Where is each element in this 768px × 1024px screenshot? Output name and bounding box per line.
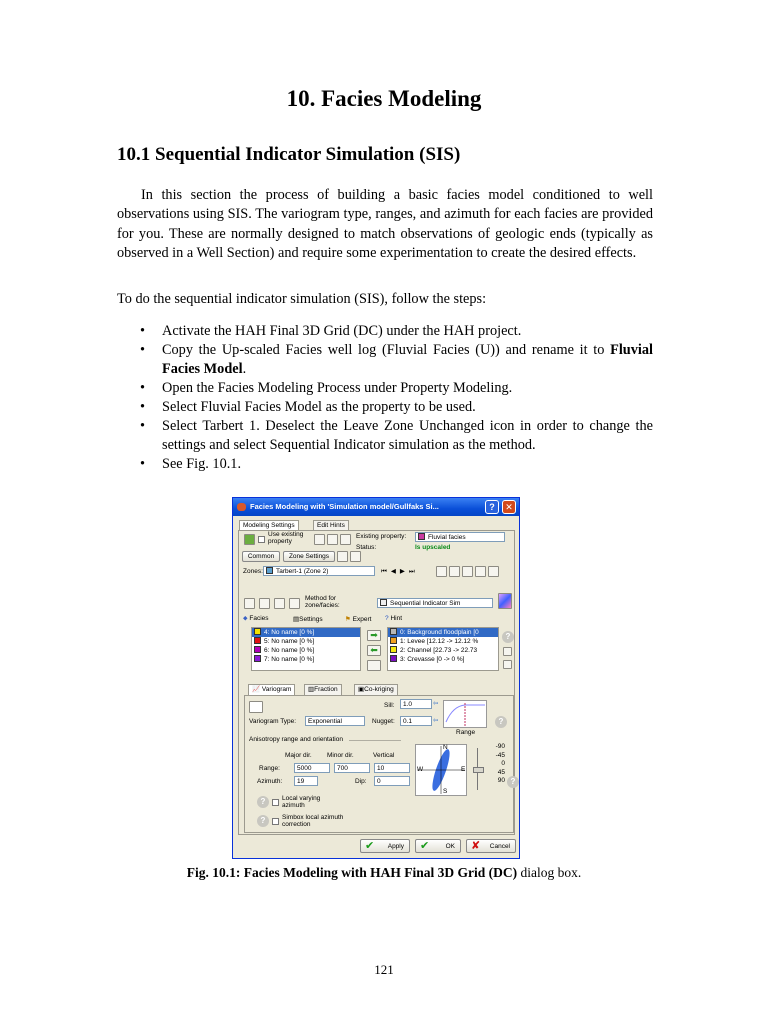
list-item[interactable] <box>388 628 498 637</box>
steps-intro: To do the sequential indicator simulation (SIS), follow the steps: <box>117 291 487 307</box>
list-item-label: 4: No name [0 %] <box>264 629 315 636</box>
cancel-button[interactable] <box>466 839 516 853</box>
settings-icon[interactable] <box>340 534 351 545</box>
list-item[interactable] <box>252 655 360 664</box>
list-item-label: 6: No name [0 %] <box>264 647 315 654</box>
help-button[interactable]: ? <box>485 500 499 514</box>
nugget-label: Nugget: <box>372 718 395 725</box>
step-bold-text: Fluvial Facies Model <box>162 342 653 377</box>
tab-facies-label: Facies <box>249 615 269 622</box>
list-item <box>140 379 653 398</box>
list-item[interactable] <box>388 637 498 646</box>
variogram-icon: 📈 <box>252 686 261 693</box>
facies-color-icon <box>418 533 425 540</box>
tab-hint-label: Hint <box>390 615 402 622</box>
tab-cokriging-label: Co-kriging <box>364 686 394 693</box>
cancel-x-icon: ✘ <box>471 840 481 852</box>
zone-color-icon <box>266 567 273 574</box>
facies-color-swatch <box>390 637 397 644</box>
add-icon[interactable] <box>503 647 512 656</box>
step-text: See Fig. 10.1. <box>162 456 242 472</box>
method-value: Sequential Indicator Sim <box>390 600 461 607</box>
vertical-label: Vertical <box>373 752 395 759</box>
help-icon[interactable]: ? <box>502 631 514 643</box>
method-preview-icon <box>498 593 512 609</box>
histogram-icon[interactable] <box>327 534 338 545</box>
cancel-label: Cancel <box>489 843 510 850</box>
check-icon: ✔ <box>365 840 375 852</box>
chapter-title: 10. Facies Modeling <box>286 86 482 111</box>
close-button[interactable]: ✕ <box>502 500 516 514</box>
list-item-label: 7: No name [0 %] <box>264 656 315 663</box>
tab-fraction-label: Fraction <box>314 686 338 693</box>
status-label: Status: <box>356 544 377 551</box>
sill-label: Sill: <box>384 702 395 709</box>
list-item[interactable] <box>388 655 498 664</box>
dip-label: Dip: <box>355 778 367 785</box>
status-value: Is upscaled <box>415 544 451 551</box>
facies-right-list[interactable] <box>387 627 499 671</box>
facies-color-swatch <box>254 655 261 662</box>
fraction-icon: ▥ <box>308 686 315 693</box>
method-grid-icon <box>380 599 387 606</box>
variogram-preview <box>443 700 487 728</box>
tab-hint[interactable] <box>385 615 402 622</box>
local-azimuth-checkbox[interactable] <box>272 799 279 806</box>
apply-button[interactable] <box>360 839 410 853</box>
dialog-title: Facies Modeling with 'Simulation model/Gullfaks Si... <box>250 502 439 511</box>
sill-pick-icon[interactable]: ⇦ <box>433 700 439 707</box>
list-item[interactable] <box>252 646 360 655</box>
compass-north: N <box>443 744 448 751</box>
range-vertical-input[interactable]: 10 <box>374 763 410 773</box>
dip-scale <box>489 743 505 786</box>
grid-icon[interactable] <box>244 534 255 545</box>
facies-color-swatch <box>390 655 397 662</box>
range-minor-input[interactable]: 700 <box>334 763 370 773</box>
facies-color-swatch <box>254 637 261 644</box>
tab-expert-label: Expert <box>352 616 372 623</box>
checkmark-icon[interactable] <box>259 598 270 609</box>
list-item <box>140 455 653 474</box>
list-item-label: 2: Channel [22.73 -> 22.73 <box>400 647 478 654</box>
azimuth-label: Azimuth: <box>257 778 283 785</box>
app-icon <box>237 503 246 511</box>
zones-select[interactable] <box>263 566 375 576</box>
list-item[interactable] <box>252 637 360 646</box>
list-item[interactable] <box>388 646 498 655</box>
tab-variogram[interactable] <box>248 684 295 695</box>
section-title: 10.1 Sequential Indicator Simulation (SIS) <box>117 144 461 165</box>
variogram-panel <box>244 695 514 833</box>
tab-settings-label: Settings <box>299 616 323 623</box>
new-variogram-icon[interactable] <box>249 701 263 713</box>
tab-modeling-settings[interactable]: Modeling Settings <box>239 520 299 530</box>
figure-caption <box>0 865 768 881</box>
major-dir-label: Major dir. <box>285 752 312 759</box>
tab-facies[interactable] <box>243 615 269 623</box>
move-left-icon[interactable]: ⬅ <box>367 645 381 656</box>
caption-rest: dialog box. <box>517 865 582 880</box>
step-text: Select Tarbert 1. Deselect the Leave Zone Unchanged icon in order to change the settings and select Sequential Indicator simulation as the method. <box>162 418 653 453</box>
property-icon[interactable] <box>314 534 325 545</box>
zones-label: Zones: <box>243 568 263 575</box>
anisotropy-label: Anisotropy range and orientation <box>249 736 343 743</box>
zone-settings-button[interactable]: Zone Settings <box>283 551 335 562</box>
dip-scale-tick: 0 <box>501 760 505 767</box>
dip-scale-tick: -90 <box>495 743 505 750</box>
existing-property-label: Existing property: <box>356 533 407 540</box>
list-item <box>140 417 653 455</box>
compass-west: W <box>417 766 424 773</box>
settings-tab-icon: ▤ <box>293 616 300 623</box>
ok-label: OK <box>445 843 455 850</box>
dip-slider-thumb[interactable] <box>473 767 484 773</box>
facies-color-swatch <box>390 628 397 635</box>
zones-value: Tarbert-1 (Zone 2) <box>276 568 329 575</box>
tab-edit-hints[interactable]: Edit Hints <box>313 520 349 530</box>
zone-grid-icon[interactable] <box>337 551 348 562</box>
facies-icon: ⬥ <box>243 615 248 622</box>
simbox-label: Simbox local azimuth correction <box>282 814 344 828</box>
list-item <box>140 398 653 417</box>
variogram-type-label: Variogram Type: <box>249 718 297 725</box>
step-text: Activate the HAH Final 3D Grid (DC) under the HAH project. <box>162 323 522 339</box>
existing-property-select[interactable] <box>415 532 505 542</box>
use-existing-label: Use existing property <box>268 531 304 545</box>
delete-icon[interactable] <box>503 660 512 669</box>
hint-icon: ? <box>385 615 389 622</box>
range-label: Range: <box>259 765 280 772</box>
paste-icon[interactable] <box>449 566 460 577</box>
step-text: Open the Facies Modeling Process under Property Modeling. <box>162 380 513 396</box>
cokriging-icon: ▣ <box>358 686 365 693</box>
list-item[interactable] <box>252 628 360 637</box>
leave-zone-unchanged-icon[interactable] <box>244 598 255 609</box>
minor-dir-label: Minor dir. <box>327 752 354 759</box>
move-right-icon[interactable]: ➡ <box>367 630 381 641</box>
local-azimuth-help-icon[interactable]: ? <box>257 796 269 808</box>
tab-settings[interactable] <box>293 615 323 623</box>
azimuth-input[interactable]: 19 <box>294 776 318 786</box>
variogram-type-select[interactable]: Exponential <box>305 716 365 726</box>
simbox-help-icon[interactable]: ? <box>257 815 269 827</box>
dip-scale-tick: -45 <box>495 751 505 759</box>
facies-color-swatch <box>254 628 261 635</box>
method-select[interactable] <box>377 598 493 608</box>
dip-scale-tick: 45 <box>497 768 505 776</box>
dip-scale-tick: 90 <box>497 777 505 784</box>
method-label: Method for zone/facies: <box>305 595 340 609</box>
tab-variogram-label: Variogram <box>261 686 292 693</box>
list-item <box>140 322 653 341</box>
steps-list <box>140 322 653 474</box>
simbox-checkbox[interactable] <box>272 818 279 825</box>
compass-south: S <box>443 788 448 795</box>
list-item-label: 5: No name [0 %] <box>264 638 315 645</box>
caption-bold: Fig. 10.1: Facies Modeling with HAH Final 3D Grid (DC) <box>186 865 518 880</box>
edit-list-icon[interactable] <box>367 660 381 671</box>
facies-color-swatch <box>254 646 261 653</box>
facies-modeling-dialog <box>232 497 520 859</box>
sill-input[interactable]: 1.0 <box>400 699 432 709</box>
page-number: 121 <box>374 962 394 977</box>
dip-input[interactable]: 0 <box>374 776 410 786</box>
step-text: Select Fluvial Facies Model as the property to be used. <box>162 399 476 415</box>
compass-east: E <box>461 766 466 773</box>
copy-all-icon[interactable] <box>462 566 473 577</box>
list-item <box>140 341 653 379</box>
check-icon: ✔ <box>420 840 430 852</box>
range-major-input[interactable]: 5000 <box>294 763 330 773</box>
ok-button[interactable] <box>415 839 461 853</box>
existing-property-value: Fluvial facies <box>428 534 466 541</box>
step-text: . <box>242 361 247 377</box>
common-button[interactable]: Common <box>242 551 280 562</box>
main-panel <box>238 530 515 835</box>
intro-paragraph: In this section the process of building a basic facies model conditioned to well observations using SIS. The variogram type, ranges, and azimuth for each facies are provided for you. These are normally designed to match observations of geologic ends (typically as observed in a Well Section) and require some experimentation to create the desired effects. <box>117 187 653 261</box>
paste-all-icon[interactable] <box>475 566 486 577</box>
list-item-label: 3: Crevasse [0 -> 0 %] <box>400 656 465 663</box>
apply-label: Apply <box>387 843 404 850</box>
clipboard-icon[interactable] <box>488 566 499 577</box>
anisotropy-divider <box>349 740 401 741</box>
step-text: Copy the Up-scaled Facies well log (Fluvial Facies (U)) and rename it to <box>162 342 611 358</box>
variogram-help-icon[interactable]: ? <box>495 716 507 728</box>
tab-cokriging[interactable] <box>354 684 398 695</box>
nugget-pick-icon[interactable]: ⇦ <box>433 717 439 724</box>
checkmark-alt-icon[interactable] <box>274 598 285 609</box>
expert-icon: ⚑ <box>345 616 351 623</box>
use-existing-checkbox[interactable] <box>258 536 265 543</box>
local-azimuth-label: Local varying azimuth <box>282 795 321 809</box>
list-item-label: 1: Levee [12.12 -> 12.12 % <box>400 638 479 645</box>
anisotropy-help-icon[interactable]: ? <box>507 776 519 788</box>
checkmark-special-icon[interactable] <box>289 598 300 609</box>
eye-icon[interactable] <box>350 551 361 562</box>
nugget-input[interactable]: 0.1 <box>400 716 432 726</box>
tab-fraction[interactable] <box>304 684 342 695</box>
tab-expert[interactable] <box>345 615 371 623</box>
list-item-label: 0: Background floodplain [0 <box>400 629 479 636</box>
range-axis-label: Range <box>456 729 476 736</box>
facies-color-swatch <box>390 646 397 653</box>
zone-navigation-icon[interactable]: ⏮◀▶⏭ <box>381 568 419 575</box>
copy-icon[interactable] <box>436 566 447 577</box>
dialog-titlebar[interactable] <box>233 498 519 516</box>
facies-left-list[interactable] <box>251 627 361 671</box>
